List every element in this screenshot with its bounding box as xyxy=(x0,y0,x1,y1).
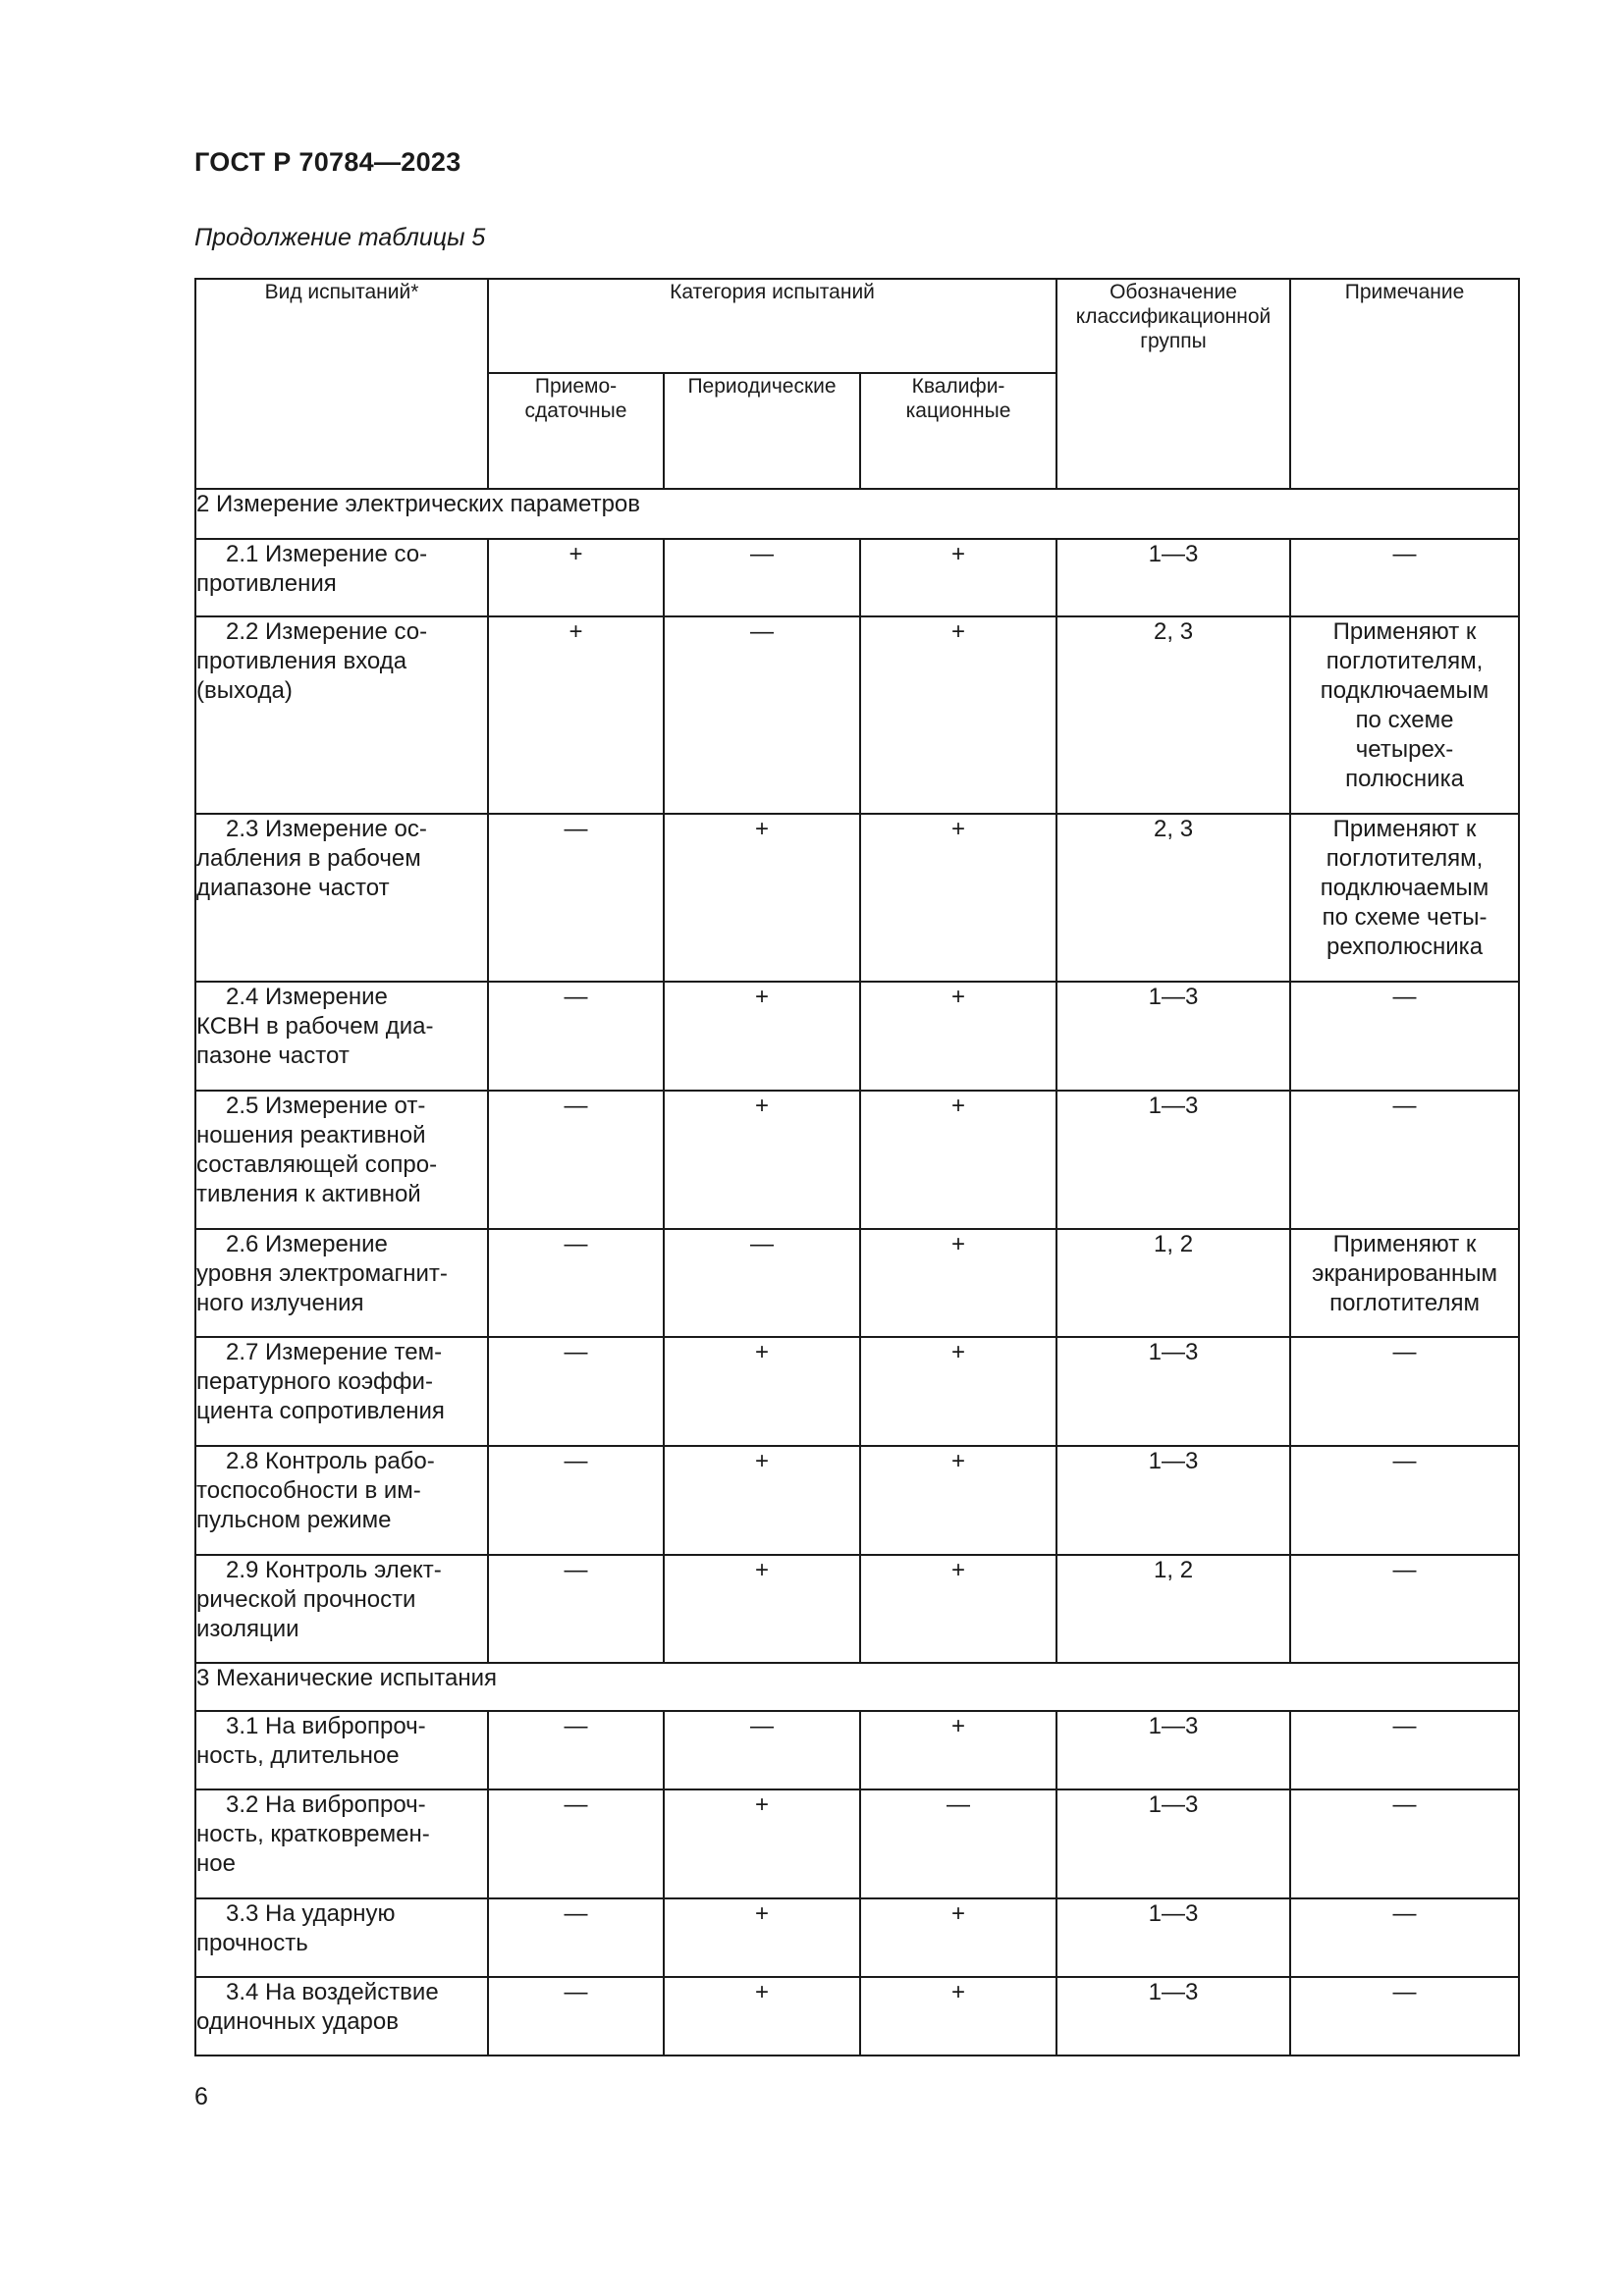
test-name-line: изоляции xyxy=(196,1616,299,1642)
periodic-mark: + xyxy=(664,814,860,982)
table-row xyxy=(195,1229,1519,1337)
header-note: Примечание xyxy=(1290,279,1519,489)
section-title: 2 Измерение электрических параметров xyxy=(195,489,1519,539)
periodic-mark: — xyxy=(664,1711,860,1789)
periodic-mark: — xyxy=(664,616,860,814)
test-name-line: противления входа xyxy=(196,648,407,674)
qualification-mark: + xyxy=(860,1711,1056,1789)
qualification-mark: + xyxy=(860,1091,1056,1229)
test-name-cell xyxy=(195,1711,488,1789)
classification-group: 1—3 xyxy=(1056,1898,1290,1977)
test-name-cell xyxy=(195,1789,488,1898)
table-row xyxy=(195,1898,1519,1977)
test-name-line: (выхода) xyxy=(196,677,293,704)
test-number: 2.7 xyxy=(226,1339,259,1365)
periodic-mark: — xyxy=(664,1229,860,1337)
header-test-category: Категория испытаний xyxy=(488,279,1056,373)
test-name-line: лабления в рабочем xyxy=(196,845,421,872)
test-name-line: На воздействие xyxy=(265,1979,439,2005)
note-cell: — xyxy=(1290,1977,1519,2056)
test-name-line: На вибропроч- xyxy=(265,1713,426,1739)
test-name-line: ность, кратковремен- xyxy=(196,1821,430,1847)
periodic-mark: — xyxy=(664,539,860,616)
header-classification-group xyxy=(1056,279,1290,489)
note-cell: — xyxy=(1290,1091,1519,1229)
test-number: 3.4 xyxy=(226,1979,259,2005)
classification-group: 1—3 xyxy=(1056,1337,1290,1446)
test-number: 3.2 xyxy=(226,1791,259,1818)
test-name-line: На вибропроч- xyxy=(265,1791,426,1818)
table-body xyxy=(195,489,1519,2056)
periodic-mark: + xyxy=(664,1091,860,1229)
test-name-line: Измерение xyxy=(265,1231,388,1257)
test-name-line: пературного коэффи- xyxy=(196,1368,433,1395)
acceptance-mark: — xyxy=(488,1446,664,1555)
test-name-line: Контроль элект- xyxy=(265,1557,442,1583)
test-name-line: противления xyxy=(196,570,337,597)
periodic-mark: + xyxy=(664,1789,860,1898)
test-name-line: ное xyxy=(196,1850,236,1877)
test-name-line: ность, длительное xyxy=(196,1742,400,1769)
test-name-cell xyxy=(195,1977,488,2056)
header-test-type: Вид испытаний* xyxy=(195,279,488,489)
test-name-line: циента сопротивления xyxy=(196,1398,445,1424)
table-row xyxy=(195,539,1519,616)
acceptance-mark: — xyxy=(488,1711,664,1789)
test-name-line: тивления к активной xyxy=(196,1181,421,1207)
acceptance-mark: — xyxy=(488,982,664,1091)
test-name-line: рической прочности xyxy=(196,1586,416,1613)
periodic-mark: + xyxy=(664,1977,860,2056)
test-number: 2.2 xyxy=(226,618,259,645)
page-number: 6 xyxy=(194,2083,208,2110)
classification-group: 1—3 xyxy=(1056,1711,1290,1789)
test-name-cell xyxy=(195,1091,488,1229)
test-number: 2.6 xyxy=(226,1231,259,1257)
section-row xyxy=(195,489,1519,539)
test-name-cell xyxy=(195,1555,488,1663)
test-name-line: тоспособности в им- xyxy=(196,1477,421,1504)
test-number: 2.9 xyxy=(226,1557,259,1583)
periodic-mark: + xyxy=(664,1337,860,1446)
test-name-cell xyxy=(195,1229,488,1337)
note-cell: Применяют к поглотителям, подключаемым по схеме четы- рехполюсника xyxy=(1290,814,1519,982)
test-number: 3.3 xyxy=(226,1900,259,1927)
test-name-line: Измерение ос- xyxy=(265,816,427,842)
table-row xyxy=(195,1711,1519,1789)
classification-group: 2, 3 xyxy=(1056,814,1290,982)
table-row xyxy=(195,1091,1519,1229)
test-name-cell xyxy=(195,616,488,814)
note-cell: — xyxy=(1290,1337,1519,1446)
test-number: 2.1 xyxy=(226,541,259,567)
test-name-line: прочность xyxy=(196,1930,308,1956)
qualification-mark: + xyxy=(860,982,1056,1091)
test-name-line: диапазоне частот xyxy=(196,875,390,901)
test-name-line: составляющей сопро- xyxy=(196,1151,438,1178)
test-name-cell xyxy=(195,1446,488,1555)
qualification-mark: + xyxy=(860,616,1056,814)
acceptance-mark: + xyxy=(488,616,664,814)
test-name-line: Измерение xyxy=(265,984,388,1010)
test-name-line: ного излучения xyxy=(196,1290,364,1316)
table-row xyxy=(195,1789,1519,1898)
classification-group: 1—3 xyxy=(1056,982,1290,1091)
test-name-line: пульсном режиме xyxy=(196,1507,392,1533)
table-row xyxy=(195,616,1519,814)
table-row xyxy=(195,1555,1519,1663)
note-cell: — xyxy=(1290,982,1519,1091)
test-name-cell xyxy=(195,539,488,616)
note-cell: — xyxy=(1290,539,1519,616)
qualification-mark: — xyxy=(860,1789,1056,1898)
qualification-mark: + xyxy=(860,814,1056,982)
table-row xyxy=(195,1977,1519,2056)
classification-group: 1—3 xyxy=(1056,1091,1290,1229)
periodic-mark: + xyxy=(664,1555,860,1663)
classification-group: 1, 2 xyxy=(1056,1229,1290,1337)
qualification-mark: + xyxy=(860,1898,1056,1977)
classification-group: 2, 3 xyxy=(1056,616,1290,814)
test-name-line: КСВН в рабочем диа- xyxy=(196,1013,434,1040)
note-cell: — xyxy=(1290,1555,1519,1663)
note-cell: — xyxy=(1290,1446,1519,1555)
test-name-line: одиночных ударов xyxy=(196,2008,399,2035)
table-row xyxy=(195,1337,1519,1446)
classification-group: 1—3 xyxy=(1056,1446,1290,1555)
header-acceptance xyxy=(488,373,664,489)
test-name-cell xyxy=(195,1337,488,1446)
test-name-line: Измерение тем- xyxy=(265,1339,443,1365)
note-cell: — xyxy=(1290,1789,1519,1898)
test-name-line: На ударную xyxy=(265,1900,396,1927)
section-title: 3 Механические испытания xyxy=(195,1663,1519,1711)
qualification-mark: + xyxy=(860,1555,1056,1663)
periodic-mark: + xyxy=(664,1898,860,1977)
header-qualification-text: Квалифи- кационные xyxy=(905,375,1011,422)
table-row xyxy=(195,982,1519,1091)
table-row xyxy=(195,1446,1519,1555)
acceptance-mark: — xyxy=(488,1337,664,1446)
note-cell: — xyxy=(1290,1711,1519,1789)
note-cell: Применяют к экранированным поглотителям xyxy=(1290,1229,1519,1337)
test-number: 2.5 xyxy=(226,1093,259,1119)
classification-group: 1—3 xyxy=(1056,1789,1290,1898)
test-number: 2.4 xyxy=(226,984,259,1010)
acceptance-mark: — xyxy=(488,1898,664,1977)
test-name-cell xyxy=(195,1898,488,1977)
document-header: ГОСТ Р 70784—2023 xyxy=(194,147,461,177)
test-number: 3.1 xyxy=(226,1713,259,1739)
acceptance-mark: — xyxy=(488,1977,664,2056)
qualification-mark: + xyxy=(860,1337,1056,1446)
acceptance-mark: — xyxy=(488,814,664,982)
test-name-line: Измерение со- xyxy=(265,541,428,567)
acceptance-mark: — xyxy=(488,1229,664,1337)
note-cell: — xyxy=(1290,1898,1519,1977)
test-number: 2.3 xyxy=(226,816,259,842)
acceptance-mark: — xyxy=(488,1091,664,1229)
section-row xyxy=(195,1663,1519,1711)
classification-group: 1—3 xyxy=(1056,1977,1290,2056)
header-acceptance-text: Приемо- сдаточные xyxy=(524,375,627,422)
header-periodic: Периодические xyxy=(664,373,860,489)
header-classification-group-text: Обозначение классификационной группы xyxy=(1075,281,1272,352)
test-name-cell xyxy=(195,814,488,982)
qualification-mark: + xyxy=(860,1229,1056,1337)
tests-table xyxy=(194,278,1520,2056)
test-number: 2.8 xyxy=(226,1448,259,1474)
header-qualification xyxy=(860,373,1056,489)
acceptance-mark: — xyxy=(488,1789,664,1898)
classification-group: 1—3 xyxy=(1056,539,1290,616)
note-cell: Применяют к поглотителям, подключаемым по схеме четырех- полюсника xyxy=(1290,616,1519,814)
periodic-mark: + xyxy=(664,1446,860,1555)
qualification-mark: + xyxy=(860,1977,1056,2056)
classification-group: 1, 2 xyxy=(1056,1555,1290,1663)
test-name-line: Измерение от- xyxy=(265,1093,426,1119)
test-name-line: уровня электромагнит- xyxy=(196,1260,448,1287)
acceptance-mark: + xyxy=(488,539,664,616)
table-caption: Продолжение таблицы 5 xyxy=(194,224,486,251)
periodic-mark: + xyxy=(664,982,860,1091)
test-name-line: Измерение со- xyxy=(265,618,428,645)
test-name-cell xyxy=(195,982,488,1091)
acceptance-mark: — xyxy=(488,1555,664,1663)
qualification-mark: + xyxy=(860,539,1056,616)
test-name-line: Контроль рабо- xyxy=(265,1448,435,1474)
test-name-line: ношения реактивной xyxy=(196,1122,426,1148)
table-row xyxy=(195,814,1519,982)
test-name-line: пазоне частот xyxy=(196,1042,350,1069)
qualification-mark: + xyxy=(860,1446,1056,1555)
